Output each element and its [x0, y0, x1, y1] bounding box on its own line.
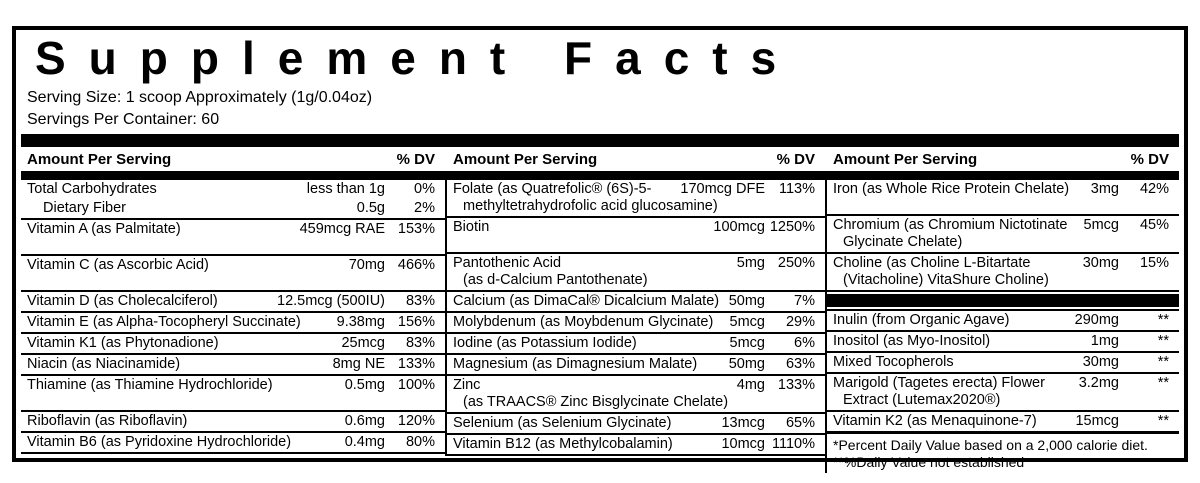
- nutrient-row: [21, 431, 445, 452]
- nutrient-row: [827, 309, 1179, 330]
- nutrient-dv: 83%: [405, 293, 435, 309]
- nutrient-name: Iron (as Whole Rice Protein Chelate): [833, 181, 1070, 197]
- nutrient-amount: 5mcg: [1083, 217, 1119, 233]
- nutrient-row: [447, 412, 825, 433]
- nutrient-row: [21, 254, 445, 290]
- dv-header: % DV: [396, 151, 435, 168]
- nutrient-amount: 15mcg: [1075, 413, 1119, 429]
- nutrient-name-line2: Extract (Lutemax2020®): [843, 392, 1001, 408]
- nutrient-amount: 50mg: [728, 356, 765, 372]
- nutrient-dv: 6%: [794, 335, 815, 351]
- nutrient-row: [827, 372, 1179, 410]
- nutrient-dv: 1250%: [769, 219, 815, 235]
- nutrient-row: [447, 311, 825, 332]
- nutrient-name: Mixed Tocopherols: [833, 354, 954, 370]
- nutrient-dv: 15%: [1139, 255, 1169, 271]
- nutrient-dv: 80%: [405, 434, 435, 450]
- nutrient-amount: 100mcg: [713, 219, 765, 235]
- nutrient-amount: 10mcg: [721, 436, 765, 452]
- nutrient-column-3: [825, 180, 1179, 473]
- nutrient-amount: 1mg: [1090, 333, 1119, 349]
- nutrient-dv: 113%: [778, 181, 815, 197]
- nutrient-row: [21, 199, 445, 218]
- footnote-daily-value: *Percent Daily Value based on a 2,000 calorie diet.: [833, 437, 1148, 453]
- servings-per-container-text: Servings Per Container: 60: [27, 111, 220, 128]
- nutrient-amount: 0.5mg: [344, 377, 385, 393]
- header-cell-1: [21, 147, 445, 171]
- nutrient-row: [21, 374, 445, 410]
- nutrient-dv: 156%: [397, 314, 435, 330]
- nutrient-name: Total Carbohydrates: [27, 181, 157, 197]
- separator-bar-header: [21, 171, 1179, 180]
- nutrient-column-2: [445, 180, 825, 456]
- amount-per-serving-header: Amount Per Serving: [27, 151, 172, 168]
- nutrient-dv: 466%: [397, 257, 435, 273]
- nutrient-row: [827, 214, 1179, 252]
- nutrient-dv: **: [1157, 354, 1169, 370]
- nutrient-row: [447, 332, 825, 353]
- black-bar: [827, 294, 1179, 307]
- nutrient-name: Chromium (as Chromium Nictotinate: [833, 217, 1068, 233]
- nutrient-amount: 8mg NE: [332, 356, 385, 372]
- nutrient-amount: 4mg: [736, 377, 765, 393]
- nutrient-amount: 30mg: [1082, 354, 1119, 370]
- nutrient-dv: 2%: [414, 200, 435, 216]
- nutrient-row: [21, 410, 445, 431]
- nutrient-dv: **: [1157, 413, 1169, 429]
- nutrient-amount: 0.6mg: [344, 413, 385, 429]
- nutrient-name-line2: (as d-Calcium Pantothenate): [463, 272, 648, 288]
- nutrient-row: [447, 216, 825, 252]
- nutrient-amount: 459mcg RAE: [299, 221, 385, 237]
- nutrient-amount: 5mcg: [729, 314, 765, 330]
- nutrient-name: Folate (as Quatrefolic® (6S)-5-: [453, 181, 652, 197]
- nutrient-row: [827, 351, 1179, 372]
- nutrient-name: Marigold (Tagetes erecta) Flower: [833, 375, 1045, 391]
- nutrient-dv: 250%: [777, 255, 815, 271]
- dv-header: % DV: [1130, 151, 1169, 168]
- nutrient-dv: 100%: [397, 377, 435, 393]
- nutrient-amount: 3.2mg: [1078, 375, 1119, 391]
- nutrient-name: Vitamin B12 (as Methylcobalamin): [453, 436, 673, 452]
- nutrient-name: Biotin: [453, 219, 490, 235]
- nutrient-row: [827, 180, 1179, 214]
- nutrient-dv: **: [1157, 312, 1169, 328]
- separator-bar-column: [827, 290, 1179, 309]
- nutrient-row: [827, 330, 1179, 351]
- nutrient-name: Pantothenic Acid: [453, 255, 562, 271]
- nutrient-row: [447, 252, 825, 290]
- nutrient-amount: 5mcg: [729, 335, 765, 351]
- nutrient-name: Vitamin E (as Alpha-Tocopheryl Succinate): [27, 314, 301, 330]
- nutrient-dv: 42%: [1139, 181, 1169, 197]
- separator-bar-top: [21, 134, 1179, 147]
- column-bottom-rule: [21, 452, 445, 454]
- nutrient-row: [21, 353, 445, 374]
- nutrient-name-line2: (as TRAACS® Zinc Bisglycinate Chelate): [463, 394, 729, 410]
- nutrient-amount: 290mg: [1074, 312, 1119, 328]
- footnote-not-established: **%Daily Value not established: [833, 454, 1025, 470]
- page-title: Supplement Facts: [35, 32, 800, 84]
- nutrient-row: [827, 252, 1179, 290]
- serving-size-text: Serving Size: 1 scoop Approximately (1g/0.04oz): [27, 89, 373, 106]
- nutrient-dv: 1110%: [772, 436, 815, 452]
- nutrient-dv: 65%: [785, 415, 815, 431]
- nutrient-name: Niacin (as Niacinamide): [27, 356, 181, 372]
- nutrient-name: Vitamin A (as Palmitate): [27, 221, 181, 237]
- nutrient-amount: 30mg: [1082, 255, 1119, 271]
- nutrient-row: [21, 180, 445, 199]
- nutrient-row: [447, 290, 825, 311]
- column-bottom-rule: [447, 454, 825, 456]
- nutrient-name: Choline (as Choline L-Bitartate: [833, 255, 1031, 271]
- nutrient-amount: 12.5mcg (500IU): [277, 293, 385, 309]
- footnotes: [827, 431, 1179, 473]
- amount-per-serving-header: Amount Per Serving: [833, 151, 978, 168]
- nutrient-row: [827, 410, 1179, 431]
- nutrient-row: [447, 353, 825, 374]
- nutrient-dv: 133%: [397, 356, 435, 372]
- nutrient-column-1: [21, 180, 445, 454]
- nutrient-row: [21, 311, 445, 332]
- nutrient-name: Vitamin K2 (as Menaquinone-7): [833, 413, 1037, 429]
- nutrient-name-line2: Glycinate Chelate): [843, 234, 963, 250]
- nutrient-name-line2: methyltetrahydrofolic acid glucosamine): [463, 198, 718, 214]
- nutrient-name: Magnesium (as Dimagnesium Malate): [453, 356, 698, 372]
- nutrient-columns: [21, 180, 1179, 473]
- nutrient-name: Vitamin D (as Cholecalciferol): [27, 293, 218, 309]
- nutrient-name: Calcium (as DimaCal® Dicalcium Malate): [453, 293, 720, 309]
- nutrient-name: Vitamin K1 (as Phytonadione): [27, 335, 219, 351]
- header-cell-3: [827, 147, 1179, 171]
- nutrient-name: Riboflavin (as Riboflavin): [27, 413, 188, 429]
- nutrient-row: [21, 332, 445, 353]
- nutrient-name: Selenium (as Selenium Glycinate): [453, 415, 672, 431]
- nutrient-row: [447, 180, 825, 216]
- nutrient-row: [447, 433, 825, 454]
- nutrient-name: Dietary Fiber: [43, 200, 126, 216]
- nutrient-name: Inositol (as Myo-Inositol): [833, 333, 991, 349]
- nutrient-dv: 7%: [794, 293, 815, 309]
- nutrient-amount: 170mcg DFE: [680, 181, 765, 197]
- nutrient-name: Inulin (from Organic Agave): [833, 312, 1010, 328]
- nutrient-dv: 29%: [785, 314, 815, 330]
- nutrient-name: Iodine (as Potassium Iodide): [453, 335, 637, 351]
- column-headers: [21, 147, 1179, 171]
- nutrient-amount: 50mg: [728, 293, 765, 309]
- nutrient-amount: 0.4mg: [344, 434, 385, 450]
- nutrient-dv: **: [1157, 333, 1169, 349]
- nutrient-dv: 45%: [1139, 217, 1169, 233]
- nutrient-name: Thiamine (as Thiamine Hydrochloride): [27, 377, 273, 393]
- nutrient-dv: 120%: [397, 413, 435, 429]
- nutrient-amount: 70mg: [348, 257, 385, 273]
- nutrient-amount: 9.38mg: [336, 314, 385, 330]
- nutrient-row: [21, 290, 445, 311]
- nutrient-name: Vitamin C (as Ascorbic Acid): [27, 257, 209, 273]
- nutrient-name: Zinc: [453, 377, 481, 393]
- nutrient-amount: less than 1g: [306, 181, 385, 197]
- nutrient-dv: 133%: [777, 377, 815, 393]
- nutrient-amount: 25mcg: [341, 335, 385, 351]
- amount-per-serving-header: Amount Per Serving: [453, 151, 598, 168]
- nutrient-amount: 13mcg: [721, 415, 765, 431]
- nutrient-dv: 153%: [397, 221, 435, 237]
- nutrient-name-line2: (Vitacholine) VitaShure Choline): [843, 272, 1049, 288]
- nutrient-amount: 3mg: [1090, 181, 1119, 197]
- nutrient-name: Vitamin B6 (as Pyridoxine Hydrochloride): [27, 434, 292, 450]
- nutrient-dv: 83%: [405, 335, 435, 351]
- nutrient-dv: 63%: [785, 356, 815, 372]
- nutrient-dv: **: [1157, 375, 1169, 391]
- nutrient-amount: 0.5g: [356, 200, 385, 216]
- nutrient-amount: 5mg: [736, 255, 765, 271]
- label-panel: [12, 26, 1188, 470]
- nutrient-dv: 0%: [414, 181, 435, 197]
- nutrient-row: [447, 374, 825, 412]
- dv-header: % DV: [776, 151, 815, 168]
- header-cell-2: [447, 147, 825, 171]
- nutrient-name: Molybdenum (as Moybdenum Glycinate): [453, 314, 714, 330]
- nutrient-row: [21, 218, 445, 254]
